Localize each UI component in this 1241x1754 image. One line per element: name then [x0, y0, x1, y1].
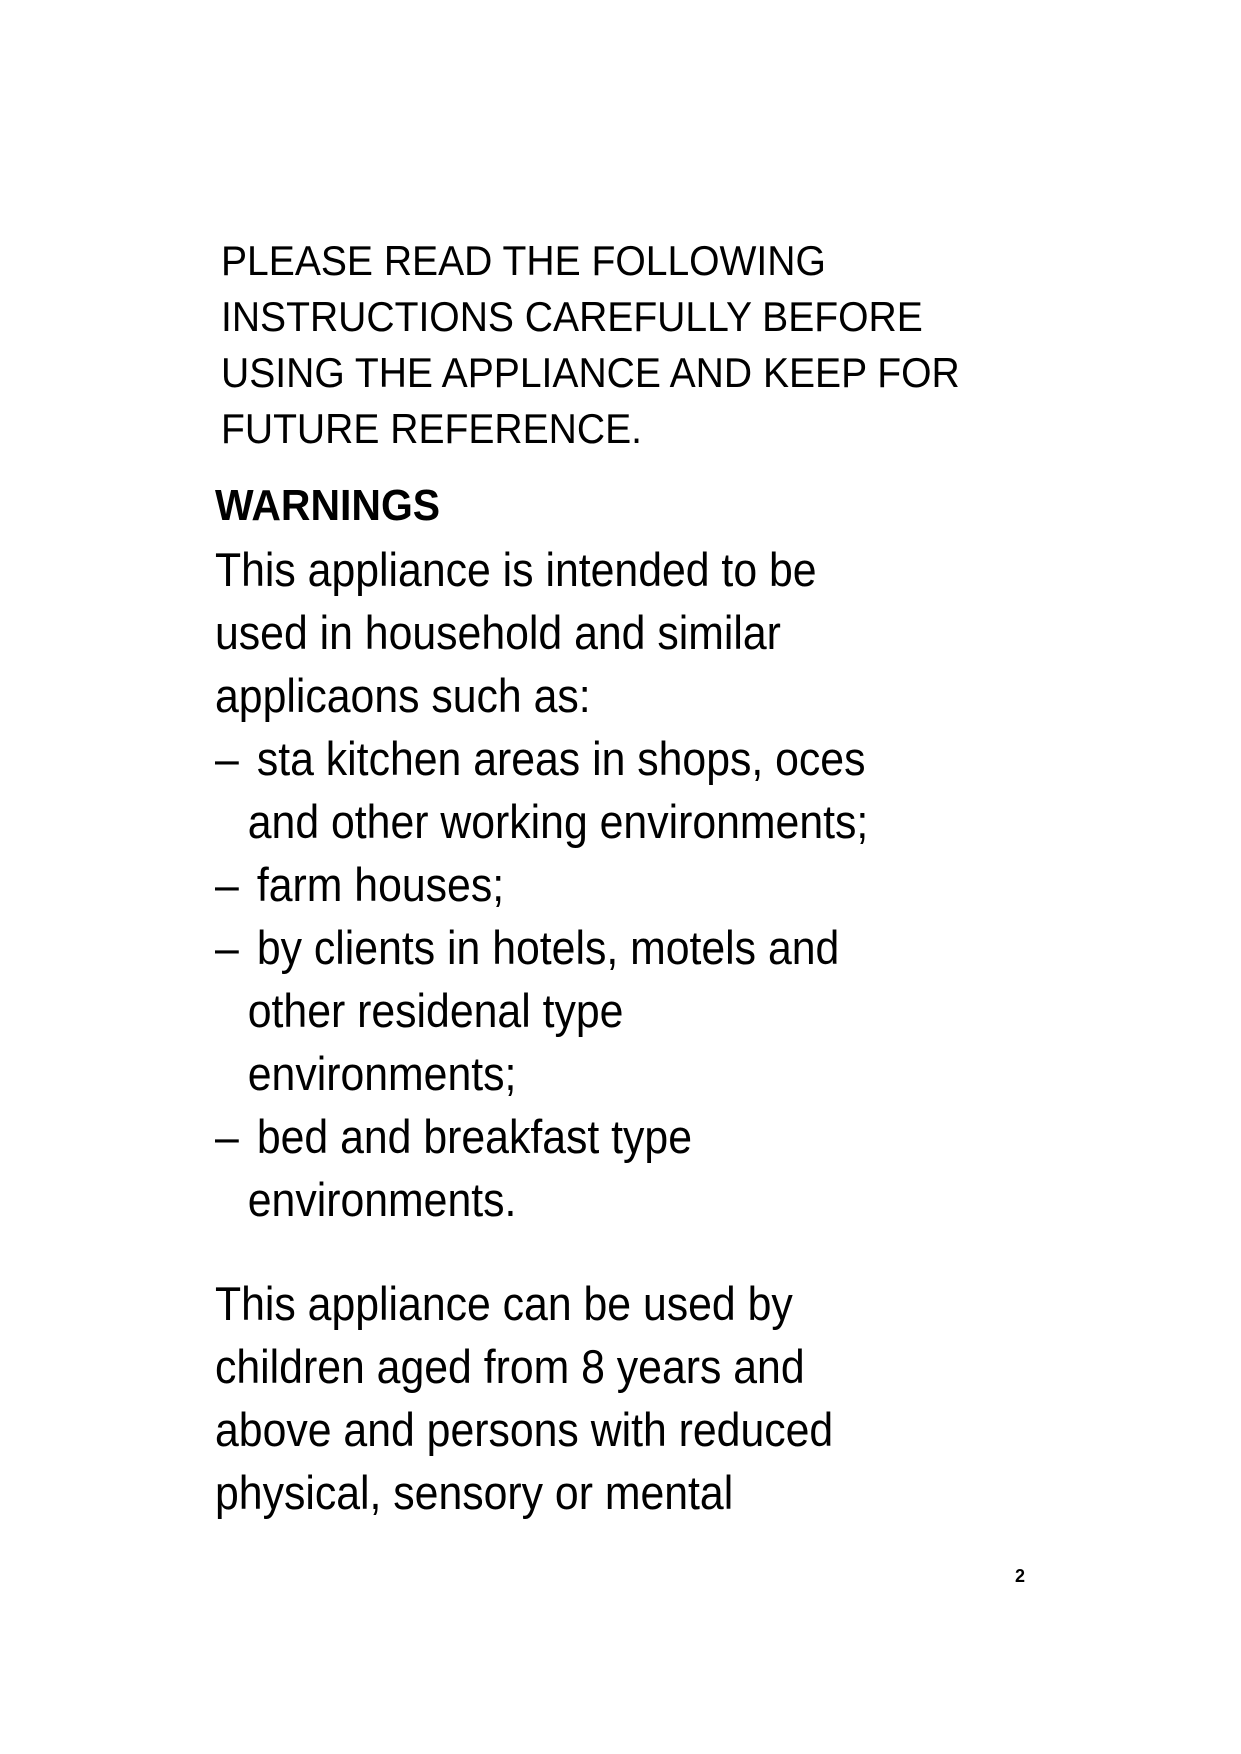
paragraph-line: applicaons such as: — [215, 669, 591, 722]
list-item-text: by clients in hotels, motels and — [256, 921, 840, 974]
intro-instructions — [221, 233, 1121, 457]
paragraph-line: children aged from 8 years and — [215, 1340, 805, 1393]
intro-line: USING THE APPLIANCE AND KEEP FOR — [221, 349, 960, 396]
paragraph-line: physical, sensory or mental — [215, 1466, 734, 1519]
paragraph-spacer — [215, 1231, 1165, 1272]
list-item-text: sta kitchen areas in shops, oces — [256, 732, 866, 785]
list-item — [215, 853, 1165, 916]
paragraph-line: above and persons with reduced — [215, 1403, 834, 1456]
list-item-text: farm houses; — [256, 858, 505, 911]
list-item — [215, 1105, 1165, 1231]
list-item-continuation: other residenal type — [247, 984, 624, 1037]
intro-line: FUTURE REFERENCE. — [221, 405, 643, 452]
list-item-continuation: and other working environments; — [247, 795, 869, 848]
list-item-continuation: environments. — [247, 1173, 517, 1226]
list-dash: – — [215, 921, 239, 974]
warnings-heading: WARNINGS — [215, 481, 441, 530]
usage-list — [215, 727, 1165, 1231]
paragraph-line: This appliance is intended to be — [215, 543, 817, 596]
page-number: 2 — [1015, 1566, 1026, 1586]
list-item — [215, 727, 1165, 853]
list-item-continuation: environments; — [247, 1047, 517, 1100]
paragraph-line: used in household and similar — [215, 606, 781, 659]
list-dash: – — [215, 858, 239, 911]
list-item-text: bed and breakfast type — [256, 1110, 692, 1163]
warnings-body — [215, 538, 1165, 1524]
list-dash: – — [215, 732, 239, 785]
list-dash: – — [215, 1110, 239, 1163]
intro-line: INSTRUCTIONS CAREFULLY BEFORE — [221, 293, 923, 340]
paragraph-line: This appliance can be used by — [215, 1277, 793, 1330]
list-item — [215, 916, 1165, 1105]
intro-line: PLEASE READ THE FOLLOWING — [221, 237, 826, 284]
